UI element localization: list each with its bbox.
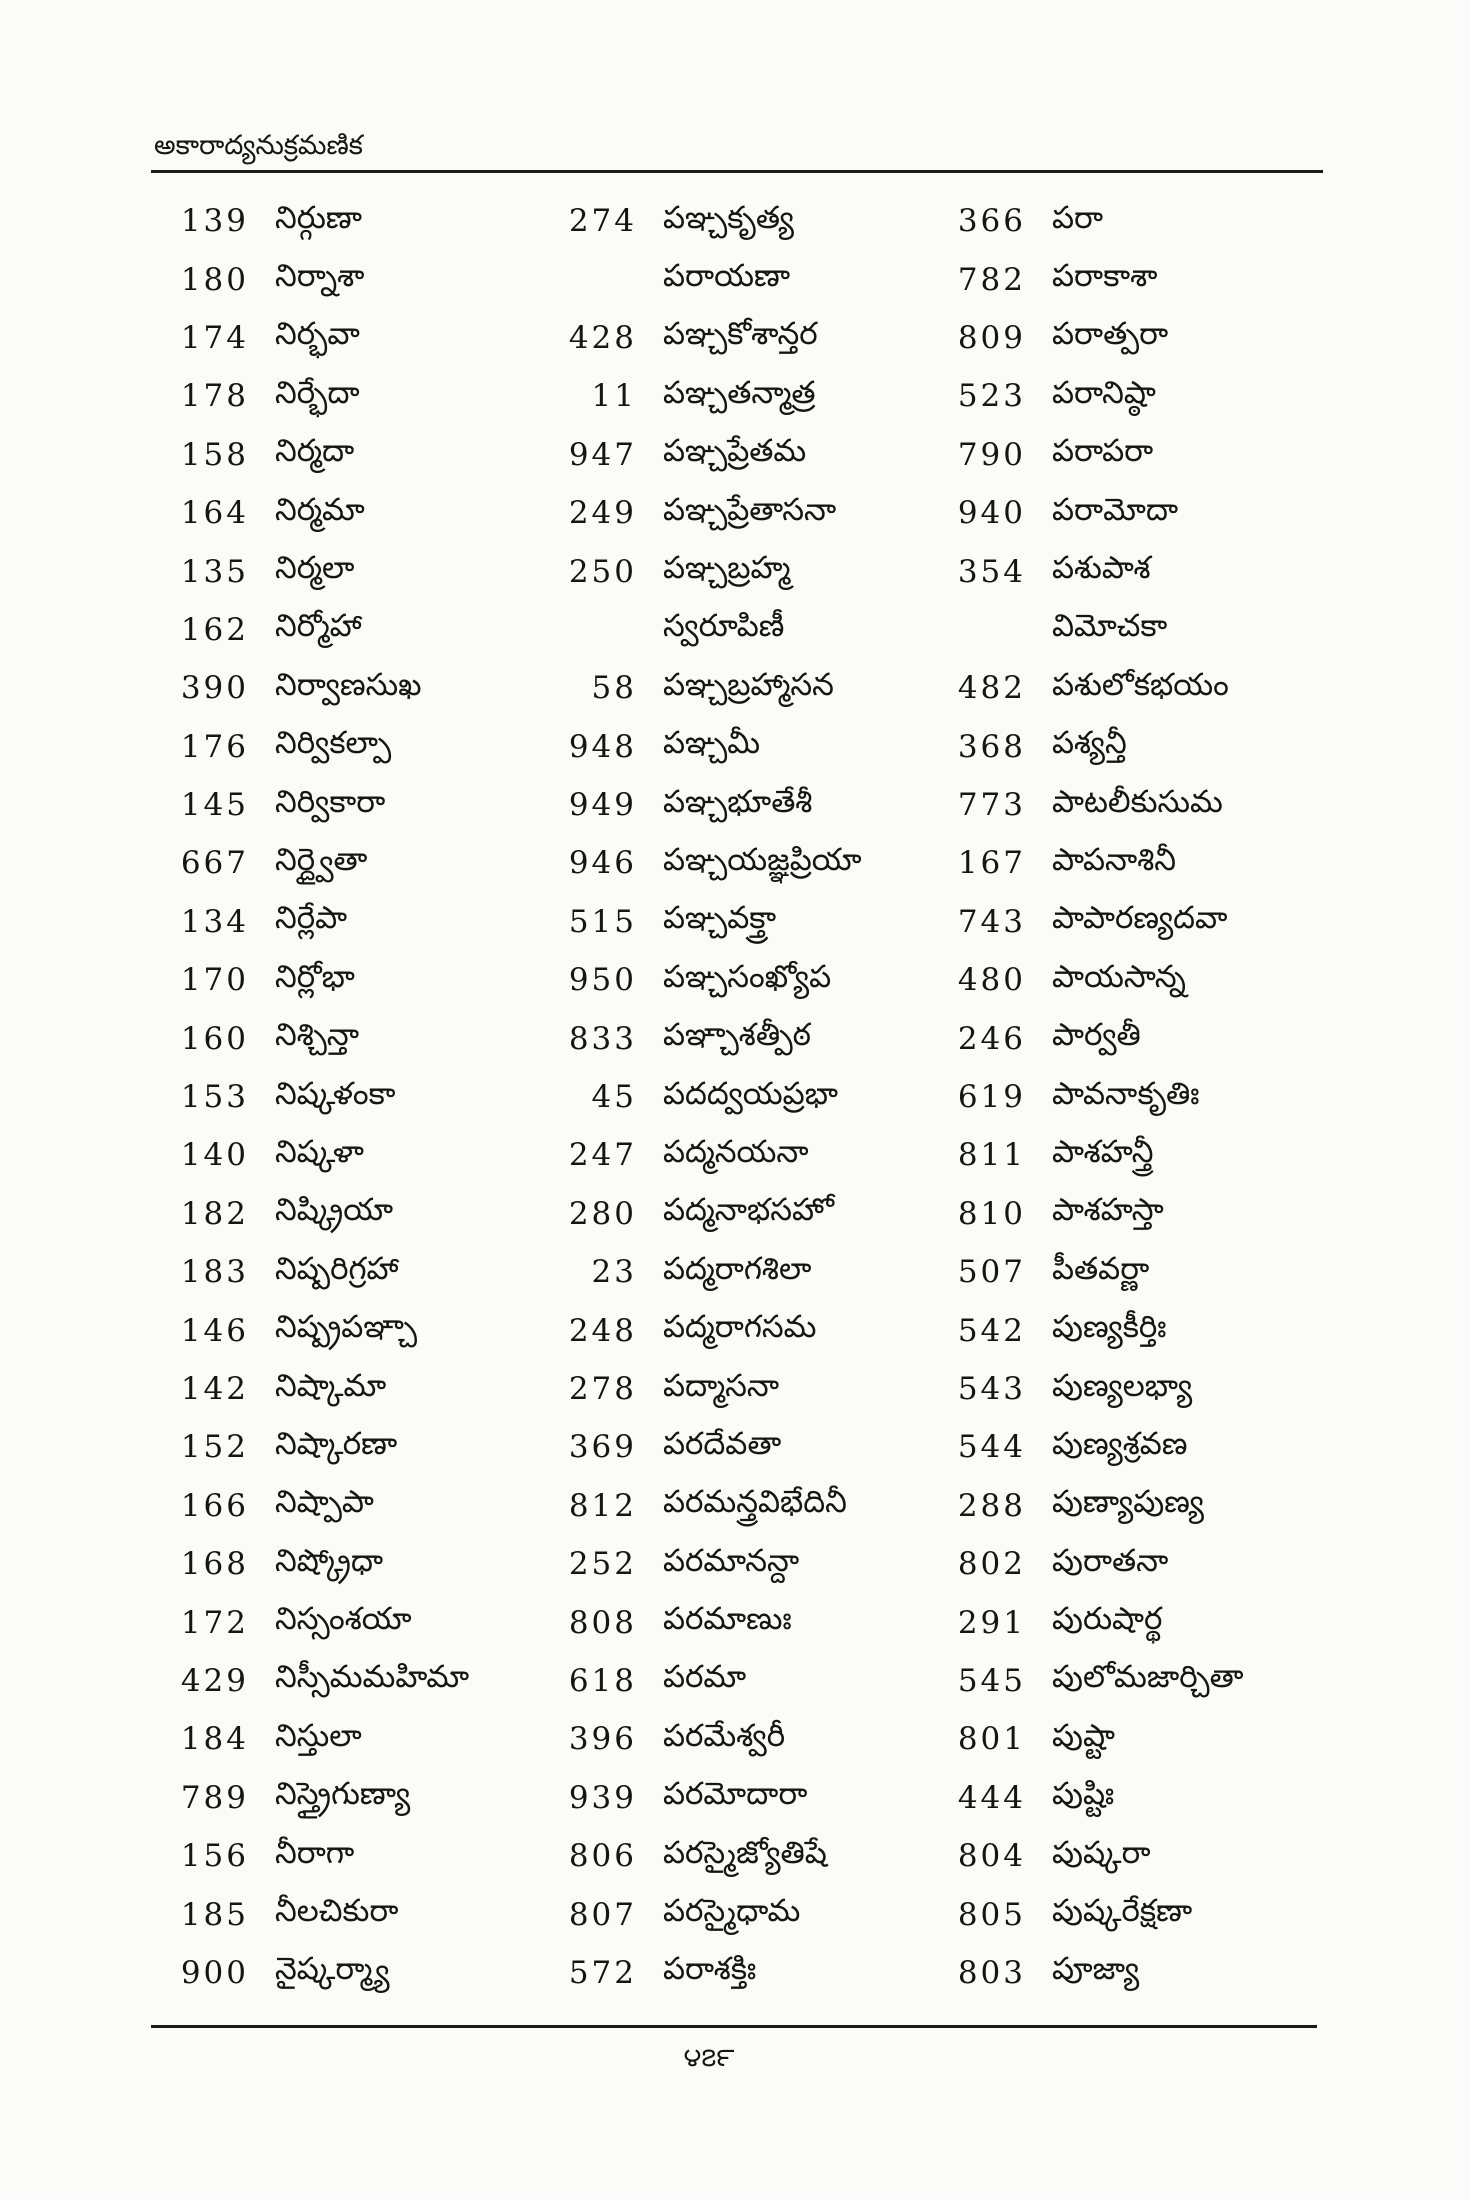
entry-number: 354 bbox=[957, 553, 1026, 590]
entry-name: నిష్క్రియా bbox=[275, 1192, 394, 1229]
entry-number: 45 bbox=[591, 1079, 637, 1116]
entry-number: 145 bbox=[180, 787, 249, 824]
entry-name: నిర్మోహా bbox=[275, 608, 362, 645]
entry-name: నిర్గుణా bbox=[275, 199, 362, 236]
index-entry bbox=[150, 1068, 550, 1126]
entry-name: నిస్సీమమహిమా bbox=[275, 1659, 470, 1696]
entry-number: 480 bbox=[957, 962, 1026, 999]
entry-number: 949 bbox=[568, 787, 637, 824]
entry-name: పులోమజార్చితా bbox=[1052, 1659, 1244, 1696]
entry-number: 444 bbox=[957, 1779, 1026, 1816]
entry-name: పాయసాన్న bbox=[1052, 958, 1186, 995]
entry-name: పరమేశ్వరీ bbox=[663, 1717, 786, 1754]
entry-name: నిష్కారణా bbox=[275, 1425, 398, 1462]
entry-name: పరాయణా bbox=[663, 258, 791, 295]
entry-number: 185 bbox=[180, 1896, 249, 1933]
entry-name: నిర్నాశా bbox=[275, 258, 365, 295]
entry-name: నిర్లేపా bbox=[275, 900, 348, 937]
entry-number: 782 bbox=[957, 261, 1026, 298]
entry-name: పరాపరా bbox=[1052, 433, 1154, 470]
entry-number: 246 bbox=[957, 1020, 1026, 1057]
entry-name: పఞ్చతన్మాత్ర bbox=[663, 374, 816, 411]
entry-name: నిర్వికల్పా bbox=[275, 725, 392, 762]
entry-name: పురుషార్థ bbox=[1052, 1601, 1163, 1638]
footer-rule bbox=[151, 2025, 1317, 2028]
entry-name: పుష్టా bbox=[1052, 1717, 1115, 1754]
index-entry bbox=[538, 1301, 938, 1359]
entry-name: పాశహన్త్రీ bbox=[1052, 1133, 1154, 1170]
index-entry bbox=[150, 1710, 550, 1768]
index-entry bbox=[150, 1009, 550, 1067]
index-entry bbox=[538, 1068, 938, 1126]
entry-name: పీతవర్ణా bbox=[1052, 1250, 1150, 1287]
page-number: ౪౭౯ bbox=[683, 2043, 735, 2073]
entry-name: నిర్వికారా bbox=[275, 783, 386, 820]
entry-name: పరాకాశా bbox=[1052, 258, 1158, 295]
index-entry bbox=[150, 250, 550, 308]
index-entry bbox=[538, 1360, 938, 1418]
index-entry bbox=[538, 542, 938, 600]
entry-name: పదద్వయప్రభా bbox=[663, 1075, 838, 1112]
index-entry bbox=[538, 1418, 938, 1476]
index-entry bbox=[538, 1243, 938, 1301]
index-entry bbox=[927, 1068, 1327, 1126]
entry-name: నిష్కళంకా bbox=[275, 1075, 396, 1112]
index-entry bbox=[150, 1126, 550, 1184]
entry-name: నిష్కామా bbox=[275, 1367, 387, 1404]
entry-number: 139 bbox=[180, 203, 249, 240]
index-entry bbox=[927, 542, 1327, 600]
index-entry bbox=[927, 1652, 1327, 1710]
entry-name: నిర్వాణసుఖ bbox=[275, 666, 422, 703]
entry-number: 369 bbox=[568, 1429, 637, 1466]
index-entry bbox=[538, 1710, 938, 1768]
index-entry bbox=[150, 718, 550, 776]
index-entry bbox=[150, 1535, 550, 1593]
index-entry bbox=[927, 250, 1327, 308]
index-entry bbox=[927, 484, 1327, 542]
entry-number: 572 bbox=[568, 1954, 637, 1991]
entry-name: పఞ్చసంఖ్యోప bbox=[663, 958, 832, 995]
entry-name: పద్మరాగసమ bbox=[663, 1309, 817, 1346]
index-entry bbox=[150, 601, 550, 659]
entry-name: పఞ్చప్రేతమ bbox=[663, 433, 807, 470]
entry-name: నిష్పరిగ్రహా bbox=[275, 1250, 399, 1287]
index-entry bbox=[150, 951, 550, 1009]
index-entry bbox=[538, 1769, 938, 1827]
index-entry bbox=[927, 1009, 1327, 1067]
index-entry bbox=[538, 659, 938, 717]
index-entry bbox=[150, 1593, 550, 1651]
index-entry bbox=[150, 1477, 550, 1535]
entry-number: 153 bbox=[180, 1079, 249, 1116]
entry-number: 948 bbox=[568, 728, 637, 765]
index-entry bbox=[150, 309, 550, 367]
entry-number: 482 bbox=[957, 670, 1026, 707]
entry-name: పశ్యన్తీ bbox=[1052, 725, 1127, 762]
index-entry bbox=[538, 1126, 938, 1184]
entry-name: పరస్మైజ్యోతిషే bbox=[663, 1834, 827, 1871]
entry-number: 134 bbox=[180, 903, 249, 940]
entry-number: 156 bbox=[180, 1838, 249, 1875]
index-entry bbox=[538, 1652, 938, 1710]
entry-number: 790 bbox=[957, 436, 1026, 473]
entry-number: 182 bbox=[180, 1195, 249, 1232]
index-entry bbox=[150, 1769, 550, 1827]
entry-name: పఞ్చకోశాన్తర bbox=[663, 316, 818, 353]
entry-name: పుష్కరేక్షణా bbox=[1052, 1893, 1193, 1930]
header-rule bbox=[151, 170, 1323, 173]
index-entry bbox=[927, 367, 1327, 425]
entry-number: 805 bbox=[957, 1896, 1026, 1933]
entry-number: 183 bbox=[180, 1254, 249, 1291]
entry-name: నిష్కళా bbox=[275, 1133, 364, 1170]
index-entry bbox=[927, 1535, 1327, 1593]
index-entry bbox=[927, 1593, 1327, 1651]
index-entry bbox=[538, 1009, 938, 1067]
index-entry bbox=[927, 1185, 1327, 1243]
entry-name: నిస్తులా bbox=[275, 1717, 362, 1754]
entry-number: 142 bbox=[180, 1371, 249, 1407]
entry-number: 801 bbox=[957, 1721, 1026, 1758]
entry-number: 428 bbox=[568, 319, 637, 356]
entry-number: 280 bbox=[568, 1195, 637, 1232]
entry-number: 140 bbox=[180, 1137, 249, 1174]
entry-number: 23 bbox=[591, 1254, 637, 1291]
entry-number: 811 bbox=[957, 1137, 1026, 1174]
index-entry bbox=[538, 951, 938, 1009]
entry-name: పరమన్త్రవిభేదినీ bbox=[663, 1484, 847, 1521]
entry-name: పరస్మైధామ bbox=[663, 1893, 801, 1930]
index-entry bbox=[150, 1652, 550, 1710]
index-entry bbox=[927, 192, 1327, 250]
entry-number: 619 bbox=[957, 1079, 1026, 1116]
index-entry bbox=[150, 192, 550, 250]
entry-name: పరమోదారా bbox=[663, 1776, 808, 1813]
entry-name: నిష్పాపా bbox=[275, 1484, 374, 1521]
entry-name: స్వరూపిణీ bbox=[663, 608, 785, 645]
entry-name: పఞ్చప్రేతాసనా bbox=[663, 491, 837, 528]
entry-name: పాపనాశినీ bbox=[1052, 841, 1177, 878]
index-entry bbox=[150, 367, 550, 425]
entry-number: 248 bbox=[568, 1312, 637, 1349]
entry-name: నిర్ద్వైతా bbox=[275, 841, 368, 878]
index-entry bbox=[150, 1885, 550, 1943]
entry-number: 806 bbox=[568, 1838, 637, 1875]
entry-number: 900 bbox=[180, 1954, 249, 1991]
entry-name: పురాతనా bbox=[1052, 1542, 1169, 1579]
entry-number: 947 bbox=[568, 436, 637, 473]
entry-name: నిర్లోభా bbox=[275, 958, 355, 995]
entry-number: 946 bbox=[568, 845, 637, 882]
entry-number: 743 bbox=[957, 903, 1026, 940]
entry-number: 184 bbox=[180, 1721, 249, 1758]
index-entry bbox=[538, 1827, 938, 1885]
entry-number: 278 bbox=[568, 1371, 637, 1407]
entry-name: పాపారణ్యదవా bbox=[1052, 900, 1228, 937]
entry-name: పరమా bbox=[663, 1659, 747, 1696]
entry-number: 803 bbox=[957, 1954, 1026, 1991]
entry-number: 152 bbox=[180, 1429, 249, 1466]
index-entry bbox=[927, 1944, 1327, 2002]
entry-name: పరామోదా bbox=[1052, 491, 1179, 528]
index-entry bbox=[927, 834, 1327, 892]
entry-name: నీరాగా bbox=[275, 1834, 355, 1871]
entry-number: 249 bbox=[568, 495, 637, 532]
entry-name: పద్మనయనా bbox=[663, 1133, 809, 1170]
entry-number: 543 bbox=[957, 1371, 1026, 1407]
index-column-3 bbox=[927, 192, 1327, 2002]
entry-number: 808 bbox=[568, 1604, 637, 1641]
entry-number: 250 bbox=[568, 553, 637, 590]
index-entry bbox=[927, 951, 1327, 1009]
index-entry bbox=[538, 601, 938, 659]
entry-number: 247 bbox=[568, 1137, 637, 1174]
entry-number: 809 bbox=[957, 319, 1026, 356]
index-entry bbox=[538, 718, 938, 776]
index-entry bbox=[538, 1185, 938, 1243]
index-entry bbox=[538, 1885, 938, 1943]
index-entry bbox=[927, 1769, 1327, 1827]
index-column-1 bbox=[150, 192, 550, 2002]
index-entry bbox=[150, 484, 550, 542]
index-entry bbox=[538, 1944, 938, 2002]
index-entry bbox=[927, 1360, 1327, 1418]
entry-number: 804 bbox=[957, 1838, 1026, 1875]
index-column-2 bbox=[538, 192, 938, 2002]
entry-name: పశులోకభయం bbox=[1052, 666, 1229, 703]
entry-name: పరా bbox=[1052, 199, 1104, 236]
index-entry bbox=[927, 718, 1327, 776]
index-entry bbox=[927, 1827, 1327, 1885]
entry-number: 146 bbox=[180, 1312, 249, 1349]
entry-name: పరదేవతా bbox=[663, 1425, 782, 1462]
entry-name: పాశహస్తా bbox=[1052, 1192, 1164, 1229]
index-entry bbox=[927, 309, 1327, 367]
entry-number: 176 bbox=[180, 728, 249, 765]
entry-name: పఞ్చబ్రహ్మాసన bbox=[663, 666, 834, 703]
index-entry bbox=[150, 426, 550, 484]
index-entry bbox=[927, 1418, 1327, 1476]
entry-number: 170 bbox=[180, 962, 249, 999]
entry-number: 162 bbox=[180, 611, 249, 648]
entry-number: 507 bbox=[957, 1254, 1026, 1291]
entry-name: నిష్క్రోధా bbox=[275, 1542, 384, 1579]
entry-name: పఞ్చభూతేశీ bbox=[663, 783, 813, 820]
entry-name: పుణ్యకీర్తిః bbox=[1052, 1309, 1167, 1346]
entry-number: 158 bbox=[180, 436, 249, 473]
entry-number: 812 bbox=[568, 1487, 637, 1524]
entry-number: 939 bbox=[568, 1779, 637, 1816]
entry-name: పరమానన్దా bbox=[663, 1542, 800, 1579]
index-entry bbox=[538, 1593, 938, 1651]
entry-number: 807 bbox=[568, 1896, 637, 1933]
index-entry bbox=[538, 192, 938, 250]
entry-name: నిస్త్రైగుణ్యా bbox=[275, 1776, 411, 1813]
entry-number: 618 bbox=[568, 1662, 637, 1699]
index-entry bbox=[150, 1243, 550, 1301]
entry-number: 274 bbox=[568, 203, 637, 240]
index-entry bbox=[150, 659, 550, 717]
index-entry bbox=[150, 1360, 550, 1418]
entry-name: నిశ్చిన్తా bbox=[275, 1017, 360, 1054]
entry-name: పరమాణుః bbox=[663, 1601, 792, 1638]
entry-number: 368 bbox=[957, 728, 1026, 765]
entry-name: పద్మాసనా bbox=[663, 1367, 780, 1404]
entry-number: 789 bbox=[180, 1779, 249, 1816]
entry-number: 390 bbox=[180, 670, 249, 707]
index-entry bbox=[927, 601, 1327, 659]
entry-number: 160 bbox=[180, 1020, 249, 1057]
index-entry bbox=[927, 1301, 1327, 1359]
entry-number: 164 bbox=[180, 495, 249, 532]
entry-number: 667 bbox=[180, 845, 249, 882]
entry-number: 833 bbox=[568, 1020, 637, 1057]
index-entry bbox=[927, 1243, 1327, 1301]
index-entry bbox=[927, 1126, 1327, 1184]
index-entry bbox=[150, 1418, 550, 1476]
entry-name: నిర్మలా bbox=[275, 550, 355, 587]
entry-name: పఞ్చబ్రహ్మ bbox=[663, 550, 791, 587]
index-entry bbox=[538, 776, 938, 834]
entry-number: 542 bbox=[957, 1312, 1026, 1349]
entry-name: పఞ్చాశత్పీఠ bbox=[663, 1017, 812, 1054]
entry-number: 544 bbox=[957, 1429, 1026, 1466]
entry-name: పఞ్చయజ్ఞప్రియా bbox=[663, 841, 862, 878]
entry-name: నిస్సంశయా bbox=[275, 1601, 412, 1638]
entry-name: నిర్మమా bbox=[275, 491, 365, 528]
index-entry bbox=[150, 1944, 550, 2002]
entry-name: నిర్మదా bbox=[275, 433, 355, 470]
entry-name: పరాత్పరా bbox=[1052, 316, 1169, 353]
entry-name: పావనాకృతిః bbox=[1052, 1075, 1200, 1112]
entry-name: పద్మరాగశిలా bbox=[663, 1250, 812, 1287]
entry-number: 366 bbox=[957, 203, 1026, 240]
entry-number: 515 bbox=[568, 903, 637, 940]
entry-name: నిర్భేదా bbox=[275, 374, 360, 411]
entry-name: నీలచికురా bbox=[275, 1893, 399, 1930]
entry-name: పుణ్యలభ్యా bbox=[1052, 1367, 1193, 1404]
entry-name: పశుపాశ bbox=[1052, 550, 1151, 587]
entry-name: పఞ్చకృత్య bbox=[663, 199, 794, 236]
entry-name: పూజ్యా bbox=[1052, 1951, 1140, 1988]
index-entry bbox=[150, 1301, 550, 1359]
entry-number: 291 bbox=[957, 1604, 1026, 1641]
entry-number: 950 bbox=[568, 962, 637, 999]
entry-name: విమోచకా bbox=[1052, 608, 1168, 645]
entry-name: పరాశక్తిః bbox=[663, 1951, 757, 1988]
entry-name: నిర్భవా bbox=[275, 316, 360, 353]
entry-name: పరానిష్ఠా bbox=[1052, 374, 1156, 411]
index-entry bbox=[150, 1827, 550, 1885]
index-entry bbox=[927, 1710, 1327, 1768]
running-header-title: అకారాద్యనుక్రమణిక bbox=[154, 130, 363, 161]
entry-name: నైష్కర్మ్యా bbox=[275, 1951, 390, 1988]
entry-name: పఞ్చవక్త్రా bbox=[663, 900, 777, 937]
entry-name: పుణ్యాపుణ్య bbox=[1052, 1484, 1204, 1521]
entry-number: 773 bbox=[957, 787, 1026, 824]
index-entry bbox=[538, 367, 938, 425]
index-entry bbox=[538, 893, 938, 951]
entry-number: 396 bbox=[568, 1721, 637, 1758]
index-entry bbox=[538, 1477, 938, 1535]
entry-number: 545 bbox=[957, 1662, 1026, 1699]
entry-number: 166 bbox=[180, 1487, 249, 1524]
entry-name: నిష్ప్రపఞ్చా bbox=[275, 1309, 418, 1346]
index-entry bbox=[150, 542, 550, 600]
index-entry bbox=[538, 834, 938, 892]
entry-number: 252 bbox=[568, 1546, 637, 1583]
entry-number: 178 bbox=[180, 378, 249, 415]
entry-number: 135 bbox=[180, 553, 249, 590]
index-entry bbox=[927, 893, 1327, 951]
index-entry bbox=[538, 309, 938, 367]
index-entry bbox=[538, 426, 938, 484]
entry-name: పఞ్చమీ bbox=[663, 725, 761, 762]
index-entry bbox=[927, 659, 1327, 717]
entry-number: 172 bbox=[180, 1604, 249, 1641]
index-entry bbox=[927, 776, 1327, 834]
entry-name: పాటలీకుసుమ bbox=[1052, 783, 1223, 820]
entry-number: 168 bbox=[180, 1546, 249, 1583]
entry-number: 810 bbox=[957, 1195, 1026, 1232]
index-entry bbox=[150, 1185, 550, 1243]
entry-number: 58 bbox=[591, 670, 637, 707]
index-entry bbox=[927, 1885, 1327, 1943]
index-entry bbox=[150, 776, 550, 834]
entry-number: 180 bbox=[180, 261, 249, 298]
entry-number: 174 bbox=[180, 319, 249, 356]
index-entry bbox=[538, 484, 938, 542]
entry-number: 11 bbox=[591, 378, 637, 415]
entry-number: 802 bbox=[957, 1546, 1026, 1583]
entry-name: పుష్టిః bbox=[1052, 1776, 1115, 1813]
entry-number: 523 bbox=[957, 378, 1026, 415]
entry-number: 167 bbox=[957, 845, 1026, 882]
entry-number: 288 bbox=[957, 1487, 1026, 1524]
index-entry bbox=[927, 426, 1327, 484]
entry-number: 429 bbox=[180, 1662, 249, 1699]
index-entry bbox=[927, 1477, 1327, 1535]
entry-name: పద్మనాభసహో bbox=[663, 1192, 834, 1229]
entry-name: పుష్కరా bbox=[1052, 1834, 1151, 1871]
entry-number: 940 bbox=[957, 495, 1026, 532]
entry-name: పుణ్యశ్రవణ bbox=[1052, 1425, 1188, 1462]
index-entry bbox=[150, 834, 550, 892]
entry-name: పార్వతీ bbox=[1052, 1017, 1141, 1054]
index-entry bbox=[538, 1535, 938, 1593]
index-entry bbox=[150, 893, 550, 951]
index-entry bbox=[538, 250, 938, 308]
